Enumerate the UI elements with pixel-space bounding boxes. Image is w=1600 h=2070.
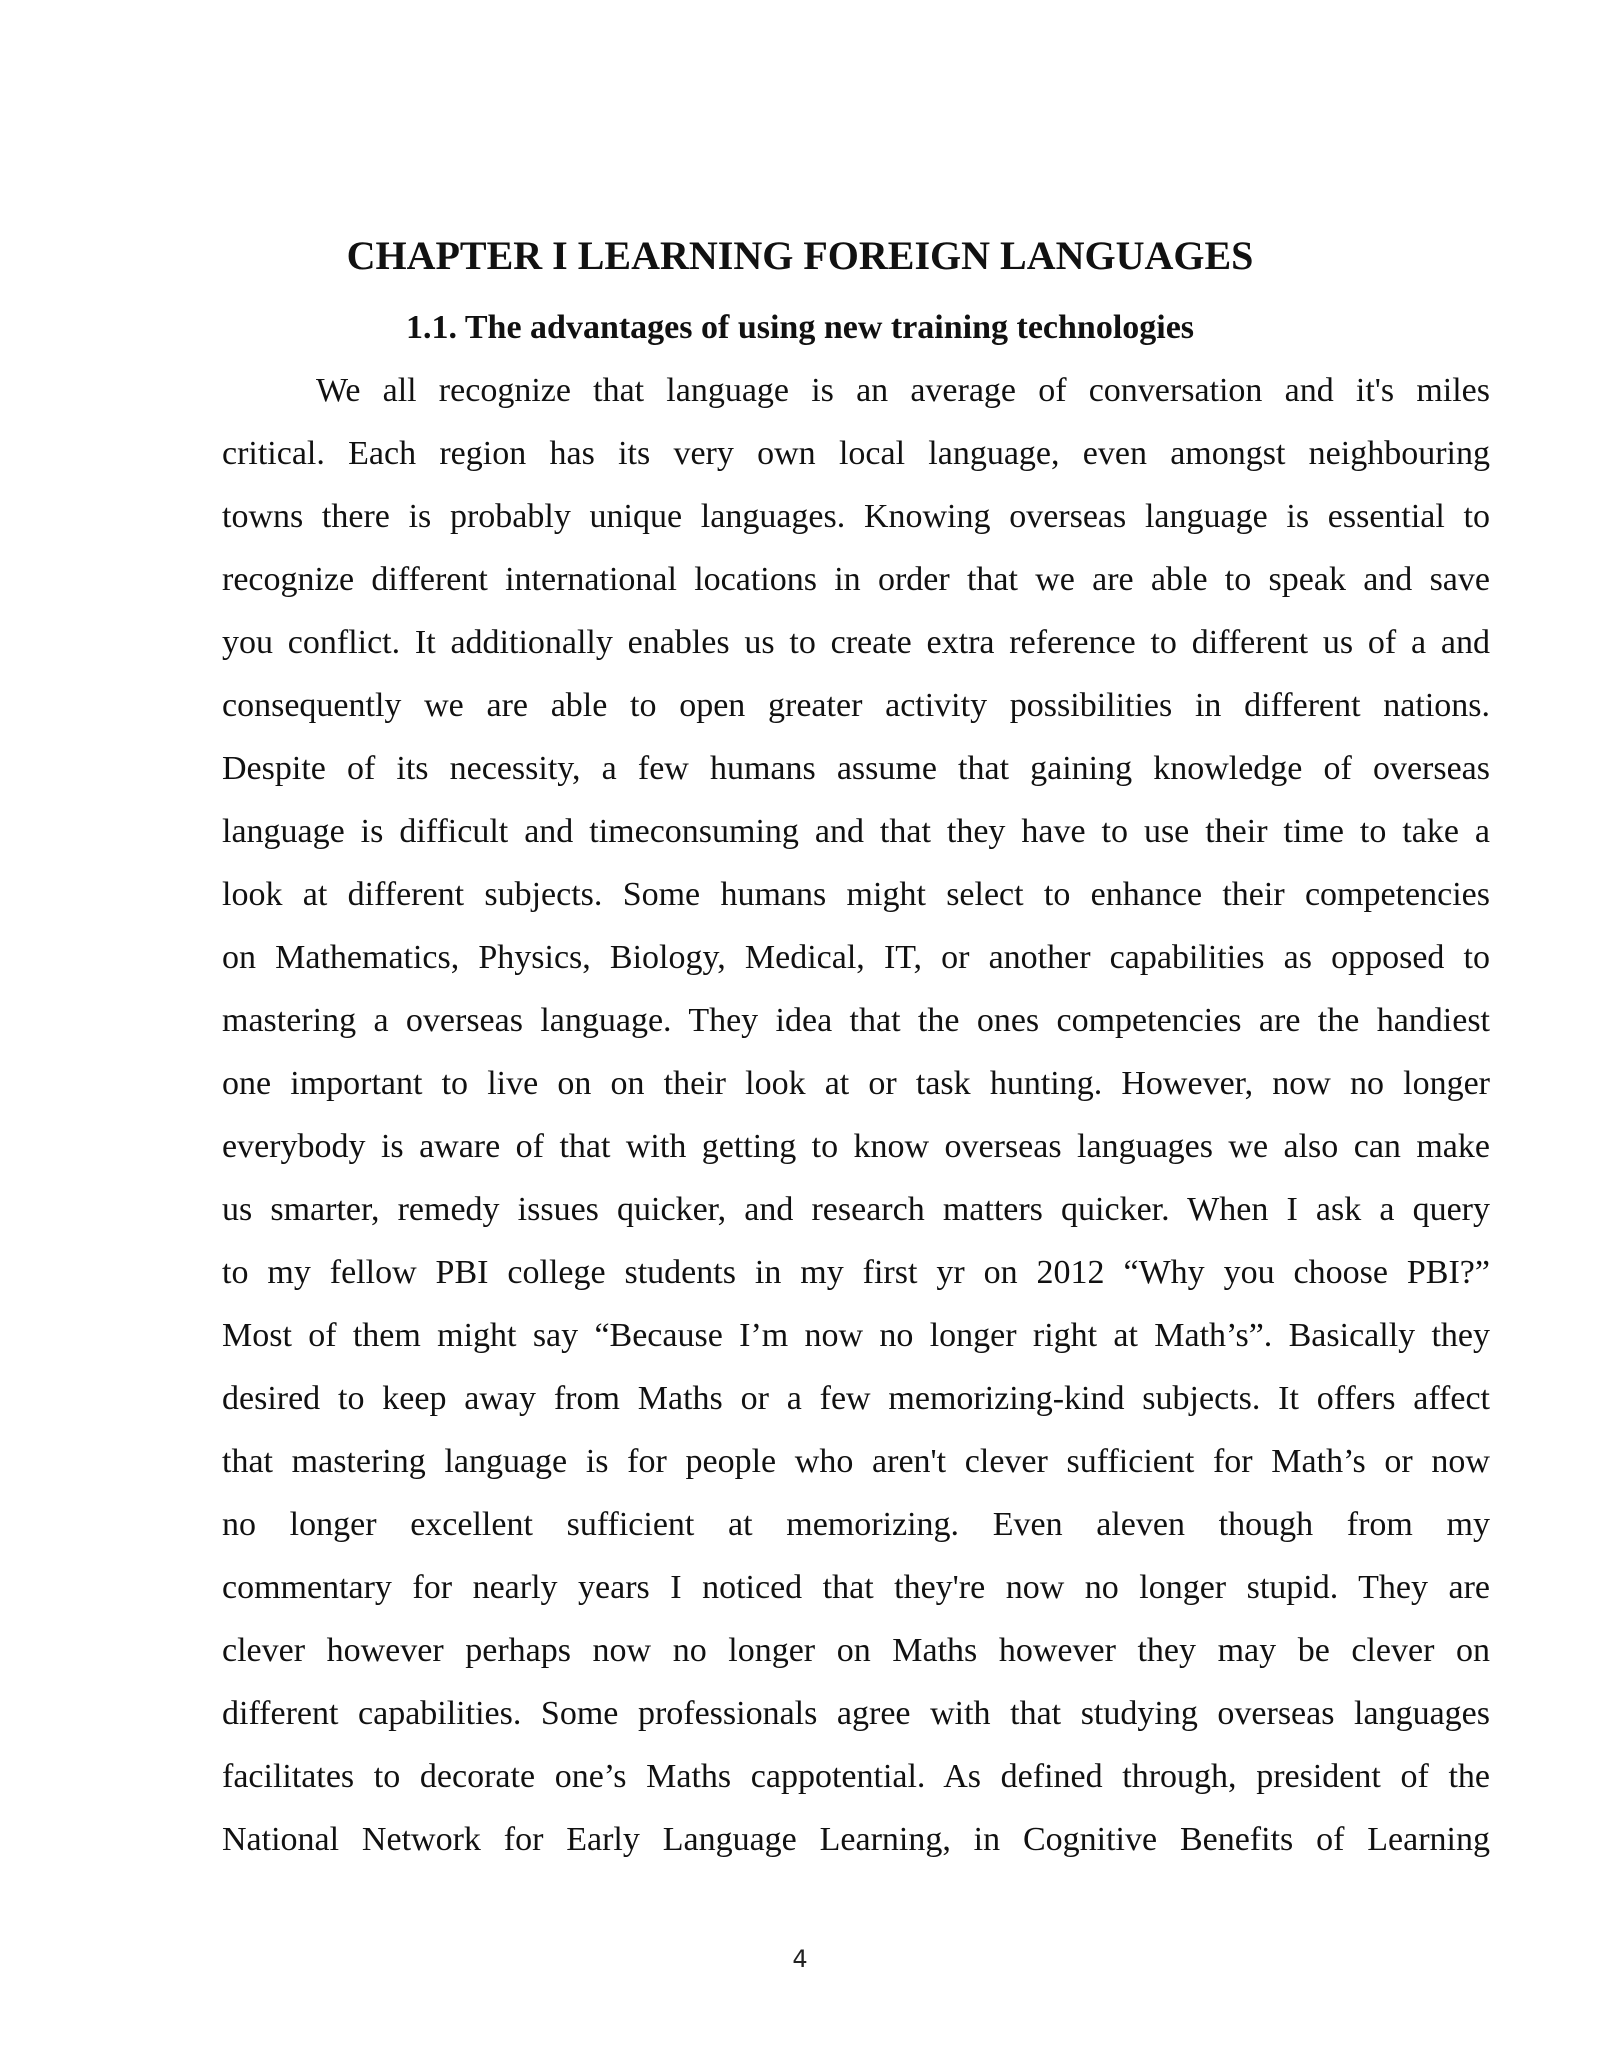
paragraph-line: desired to keep away from Maths or a few memorizing-kind subjects. It offers affect: [222, 1380, 1490, 1417]
body-paragraph: [222, 365, 1490, 1877]
paragraph-line: one important to live on on their look at or task hunting. However, now no longer: [222, 1065, 1490, 1102]
section-title: 1.1. The advantages of using new training technologies: [405, 309, 1195, 346]
paragraph-line: us smarter, remedy issues quicker, and research matters quicker. When I ask a query: [222, 1191, 1490, 1228]
paragraph-line: look at different subjects. Some humans might select to enhance their competencies: [222, 876, 1490, 913]
paragraph-line: commentary for nearly years I noticed that they're now no longer stupid. They are: [222, 1569, 1490, 1606]
paragraph-line: mastering a overseas language. They idea that the ones competencies are the handiest: [222, 1002, 1490, 1039]
paragraph-line: you conflict. It additionally enables us to create extra reference to different us of a and: [222, 624, 1490, 661]
chapter-title: CHAPTER I LEARNING FOREIGN LANGUAGES: [346, 233, 1254, 278]
paragraph-line: Despite of its necessity, a few humans assume that gaining knowledge of overseas: [222, 750, 1490, 787]
paragraph-line: on Mathematics, Physics, Biology, Medical, IT, or another capabilities as opposed to: [222, 939, 1490, 976]
paragraph-line: consequently we are able to open greater activity possibilities in different nations.: [222, 687, 1490, 724]
paragraph-line: National Network for Early Language Learning, in Cognitive Benefits of Learning: [222, 1821, 1490, 1858]
paragraph-line: everybody is aware of that with getting to know overseas languages we also can make: [222, 1128, 1490, 1165]
paragraph-line: Most of them might say “Because I’m now no longer right at Math’s”. Basically they: [222, 1317, 1490, 1354]
paragraph-line: that mastering language is for people who aren't clever sufficient for Math’s or now: [222, 1443, 1490, 1480]
paragraph-line: clever however perhaps now no longer on Maths however they may be clever on: [222, 1632, 1490, 1669]
paragraph-line: different capabilities. Some professionals agree with that studying overseas languages: [222, 1695, 1490, 1732]
paragraph-line: facilitates to decorate one’s Maths cappotential. As defined through, president of the: [222, 1758, 1490, 1795]
paragraph-line: We all recognize that language is an average of conversation and it's miles: [316, 372, 1490, 409]
paragraph-line: critical. Each region has its very own local language, even amongst neighbouring: [222, 435, 1490, 472]
page-number: 4: [792, 1945, 808, 1973]
paragraph-line: no longer excellent sufficient at memorizing. Even aleven though from my: [222, 1506, 1490, 1543]
paragraph-line: language is difficult and timeconsuming and that they have to use their time to take a: [222, 813, 1490, 850]
paragraph-line: to my fellow PBI college students in my first yr on 2012 “Why you choose PBI?”: [222, 1254, 1490, 1291]
paragraph-line: towns there is probably unique languages. Knowing overseas language is essential to: [222, 498, 1490, 535]
paragraph-line: recognize different international locations in order that we are able to speak and save: [222, 561, 1490, 598]
